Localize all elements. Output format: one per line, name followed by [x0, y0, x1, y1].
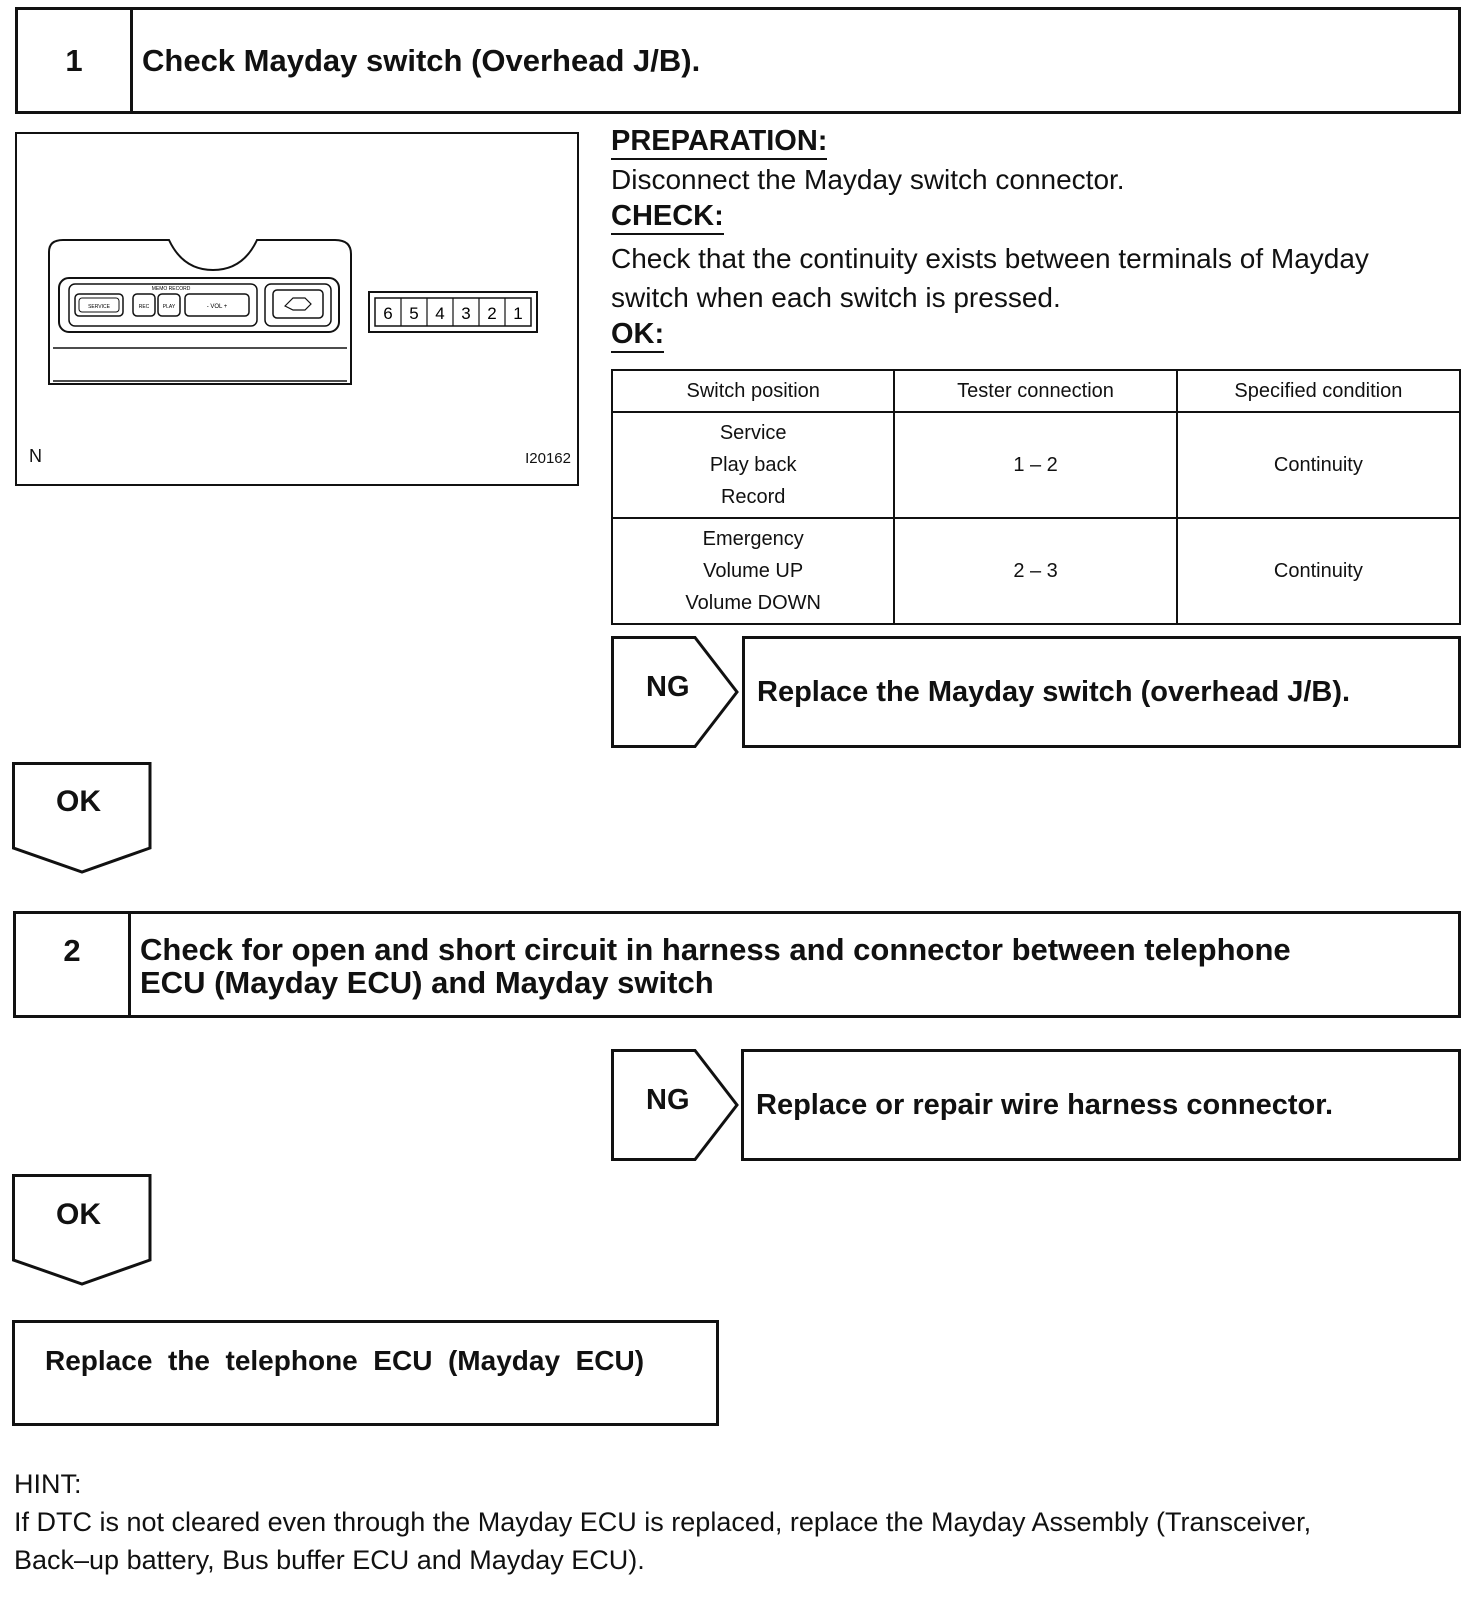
step-1-header [15, 7, 1461, 114]
check-text-line-2: switch when each switch is pressed. [611, 282, 1061, 313]
illustration-figure-id: I20162 [525, 450, 571, 467]
switch-position-cell [612, 412, 894, 518]
ng-1-action-box [742, 636, 1461, 748]
step-2-title-line-2: ECU (Mayday ECU) and Mayday switch [140, 965, 714, 1000]
illustration-corner-letter: N [29, 446, 42, 466]
table-row [612, 412, 1460, 518]
switch-position-cell [612, 518, 894, 624]
step-2-number: 2 [16, 914, 131, 1015]
specified-condition-cell: Continuity [1177, 518, 1460, 624]
service-button-label: SERVICE [88, 304, 110, 310]
step-1-number: 1 [18, 10, 133, 111]
step-1-title: Check Mayday switch (Overhead J/B). [142, 43, 701, 78]
preparation-text: Disconnect the Mayday switch connector. [611, 164, 1125, 195]
ng-2-action-text: Replace or repair wire harness connector. [756, 1088, 1334, 1121]
connector-pin-5: 5 [409, 304, 419, 323]
rec-button-label: REC [138, 304, 150, 310]
final-action-text: Replace the telephone ECU (Mayday ECU) [45, 1345, 645, 1376]
switch-illustration [15, 132, 579, 486]
hint-heading: HINT: [14, 1469, 82, 1499]
connector-pin-3: 3 [461, 304, 471, 323]
play-button-label: PLAY [162, 304, 176, 310]
tester-connection-cell: 2 – 3 [894, 518, 1176, 624]
check-heading: CHECK: [611, 199, 724, 235]
overhead-jb-drawing [17, 134, 577, 484]
ng-2-label: NG [646, 1084, 690, 1116]
hint-line-2: Back–up battery, Bus buffer ECU and Mayday ECU). [14, 1545, 645, 1575]
position-volume-up: Volume UP [703, 560, 804, 582]
check-text-line-1: Check that the continuity exists between terminals of Mayday [611, 243, 1369, 274]
ng-1-label: NG [646, 671, 690, 703]
ok-1-label: OK [56, 785, 101, 818]
preparation-heading: PREPARATION: [611, 124, 827, 160]
connector-pin-6: 6 [383, 304, 393, 323]
tester-connection-cell: 1 – 2 [894, 412, 1176, 518]
hint-line-1: If DTC is not cleared even through the Mayday ECU is replaced, replace the Mayday Assembly (Transceiver, [14, 1507, 1312, 1537]
table-row [612, 518, 1460, 624]
ok-spec-heading: OK: [611, 317, 664, 353]
position-emergency: Emergency [702, 528, 804, 550]
ng-1-action-text: Replace the Mayday switch (overhead J/B). [757, 675, 1351, 708]
continuity-table [611, 369, 1461, 625]
volume-button-label: - VOL + [206, 304, 228, 310]
specified-condition-cell: Continuity [1177, 412, 1460, 518]
check-instructions [611, 124, 1461, 353]
step-2-title [140, 933, 1446, 999]
step-2-header [13, 911, 1461, 1018]
connector-pin-1: 1 [513, 304, 523, 323]
memo-record-label: MEMO RECORD [151, 286, 191, 292]
position-play-back: Play back [709, 454, 797, 476]
header-specified-condition: Specified condition [1177, 370, 1460, 412]
connector-pin-2: 2 [487, 304, 497, 323]
ok-2-label: OK [56, 1198, 101, 1231]
hint-section [14, 1465, 1464, 1579]
step-2-title-line-1: Check for open and short circuit in harness and connector between telephone [140, 932, 1291, 967]
final-action-box [12, 1320, 719, 1426]
header-tester-connection: Tester connection [894, 370, 1176, 412]
ng-2-action-box [741, 1049, 1461, 1161]
position-volume-down: Volume DOWN [685, 592, 821, 614]
header-switch-position: Switch position [612, 370, 894, 412]
position-service: Service [719, 422, 787, 444]
position-record: Record [720, 486, 786, 508]
connector-pin-4: 4 [435, 304, 445, 323]
